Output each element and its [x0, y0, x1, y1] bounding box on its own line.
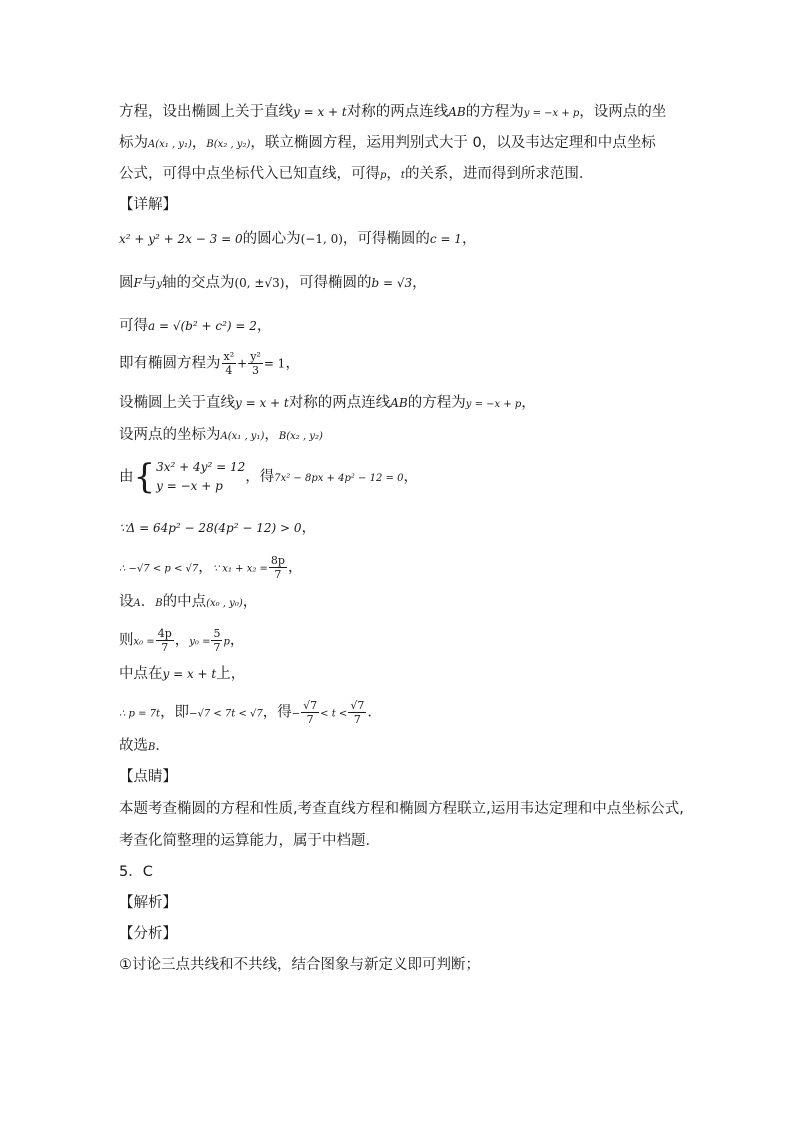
math: 7x² − 8px + 4p² − 12 = 0	[274, 473, 404, 484]
section-heading-detail	[119, 195, 177, 215]
section-heading-comment	[119, 767, 177, 787]
text: 设椭圆上关于直线	[119, 395, 235, 411]
text: 由	[119, 469, 134, 485]
text: 故选	[119, 738, 148, 754]
math: (x₀ , y₀)	[206, 598, 243, 609]
text: 对称的两点连线	[346, 104, 449, 120]
text: 本题考查椭圆的方程和性质,考查直线方程和椭圆方程联立,运用韦达定理和中点坐标公式,	[119, 801, 684, 817]
denominator: 7	[161, 641, 169, 654]
text: 的关系，进而得到所求范围．	[404, 166, 594, 182]
line-11	[119, 458, 418, 496]
math: +	[237, 356, 248, 371]
math: B	[148, 742, 156, 753]
math: y = x + t	[162, 667, 217, 681]
line-9	[119, 393, 536, 415]
line-2	[119, 133, 656, 155]
denominator: 3	[252, 364, 259, 377]
numerator: 8p	[270, 554, 285, 567]
text: 5．C	[119, 864, 153, 880]
math: t	[400, 170, 405, 181]
numerator: x²	[223, 350, 235, 363]
text: 可得	[119, 318, 148, 334]
numerator: √7	[350, 699, 365, 712]
math: y = −x + p	[465, 399, 522, 410]
line-15	[119, 627, 244, 654]
math: y	[156, 279, 162, 290]
denominator: 7	[306, 713, 314, 726]
text: 中点在	[119, 666, 163, 682]
math: y = x + t	[293, 105, 347, 119]
text: ．	[140, 594, 156, 610]
numerator: 4p	[157, 627, 172, 640]
text: ，	[264, 427, 279, 443]
text: ，	[412, 275, 427, 291]
math: A	[133, 598, 141, 609]
text: 即有椭圆方程为	[119, 355, 221, 372]
text: ，即	[160, 704, 190, 721]
text: 则	[119, 632, 134, 649]
denominator: 7	[353, 713, 361, 726]
text: 【详解】	[119, 197, 177, 213]
text: ，	[256, 318, 272, 334]
math: −√7 < 7t < √7	[189, 708, 263, 720]
text: 公式，可得中点坐标代入已知直线，可得	[119, 166, 380, 182]
text: 轴的交点为	[161, 275, 235, 291]
math: F	[133, 276, 142, 290]
equation: 3x² + 4y² = 12	[156, 460, 246, 474]
text: ，	[386, 166, 401, 182]
fraction	[156, 627, 174, 654]
text: 【分析】	[119, 926, 177, 942]
line-20	[119, 799, 684, 819]
text: ，可得椭圆的	[342, 231, 430, 247]
math: B(x₂ , y₂)	[278, 431, 323, 442]
denominator: 7	[274, 568, 282, 581]
math: y = x + t	[235, 396, 289, 410]
text: ．	[367, 704, 382, 721]
math: ∵Δ = 64p² − 28(4p² − 12) > 0	[119, 521, 302, 535]
math: ∵ x₁ + x₂ =	[212, 563, 268, 575]
text: ，得	[262, 704, 292, 721]
math: AB	[390, 396, 408, 410]
line-5	[119, 229, 476, 249]
math: A(x₁ , y₁)	[148, 139, 192, 150]
text: ，	[521, 395, 536, 411]
line-12	[119, 518, 316, 538]
line-13	[119, 554, 302, 581]
math: ∴ −√7 < p < √7	[119, 563, 199, 575]
line-17	[119, 699, 382, 726]
equation: y = −x + p	[156, 479, 223, 493]
math: −	[291, 708, 301, 720]
numerator: 5	[213, 627, 221, 640]
math: a = √(b² + c²) = 2	[148, 319, 257, 333]
text: ，	[198, 559, 213, 576]
equation-system	[156, 458, 245, 496]
text: 与	[141, 275, 157, 291]
text: 设两点的坐标为	[119, 427, 221, 443]
math: p	[380, 170, 387, 181]
text: ，	[174, 632, 190, 649]
math: (−1, 0)	[300, 232, 343, 246]
text: ，得	[245, 469, 275, 485]
math: AB	[448, 105, 466, 119]
math: B(x₂ , y₂)	[206, 139, 251, 150]
answer-item	[119, 862, 153, 882]
text: 的圆心为	[242, 231, 301, 247]
line-14	[119, 592, 257, 614]
math: = 1	[263, 356, 286, 371]
text: 标为	[119, 135, 148, 151]
text: 【解析】	[119, 895, 177, 911]
text: ．	[155, 738, 170, 754]
text: ，	[242, 594, 258, 610]
text: ，	[285, 355, 300, 372]
text: ，设两点的坐	[579, 104, 667, 120]
text: 设	[119, 594, 134, 610]
section-heading-analysis	[119, 893, 177, 913]
line-10	[119, 425, 323, 447]
math: x₀ =	[133, 636, 155, 648]
line-1	[119, 102, 666, 124]
text: ，可得椭圆的	[284, 275, 372, 291]
math: < t <	[320, 708, 348, 720]
line-6	[119, 273, 427, 295]
math: y = −x + p	[523, 108, 580, 119]
line-7	[119, 316, 271, 336]
math: b = √3	[371, 276, 413, 290]
left-brace: {	[133, 457, 156, 497]
math: y₀ =	[189, 636, 211, 648]
fraction	[301, 699, 319, 726]
text: 的中点	[162, 594, 207, 610]
text: ，	[461, 231, 477, 247]
math: p	[223, 636, 230, 648]
text: 【点睛】	[119, 769, 177, 785]
line-25	[119, 955, 480, 975]
line-21	[119, 831, 380, 851]
fraction	[348, 699, 366, 726]
text: 的方程为	[465, 104, 524, 120]
math: x² + y² + 2x − 3 = 0	[119, 232, 243, 246]
math: (0, ±√3)	[234, 276, 285, 290]
numerator: y²	[250, 350, 261, 363]
math: B	[155, 598, 163, 609]
line-16	[119, 664, 245, 684]
fraction	[211, 627, 222, 654]
line-18	[119, 736, 170, 758]
math: c = 1	[429, 232, 462, 246]
text: ，	[229, 632, 245, 649]
text: 的方程为	[407, 395, 466, 411]
section-heading-reasoning	[119, 924, 177, 944]
text: ①讨论三点共线和不共线，结合图象与新定义即可判断；	[119, 957, 480, 973]
denominator: 4	[225, 364, 233, 377]
text: 圆	[119, 275, 134, 291]
text: 考查化简整理的运算能力，属于中档题．	[119, 833, 380, 849]
text: 方程，设出椭圆上关于直线	[119, 104, 293, 120]
text: ，联立椭圆方程，运用判别式大于 0，以及韦达定理和中点坐标	[250, 135, 656, 151]
math: ∴ p = 7t	[119, 708, 161, 720]
fraction	[222, 350, 237, 377]
text: 对称的两点连线	[288, 395, 391, 411]
fraction	[248, 350, 263, 377]
numerator: √7	[303, 699, 318, 712]
math: A(x₁ , y₁)	[220, 431, 265, 442]
text: 上，	[216, 666, 246, 682]
line-3	[119, 164, 593, 186]
denominator: 7	[213, 641, 221, 654]
text: ，	[403, 469, 418, 485]
text: ，	[191, 135, 207, 151]
text: ，	[301, 520, 316, 536]
line-8	[119, 350, 300, 377]
text: ，	[287, 559, 303, 576]
fraction	[269, 554, 287, 581]
